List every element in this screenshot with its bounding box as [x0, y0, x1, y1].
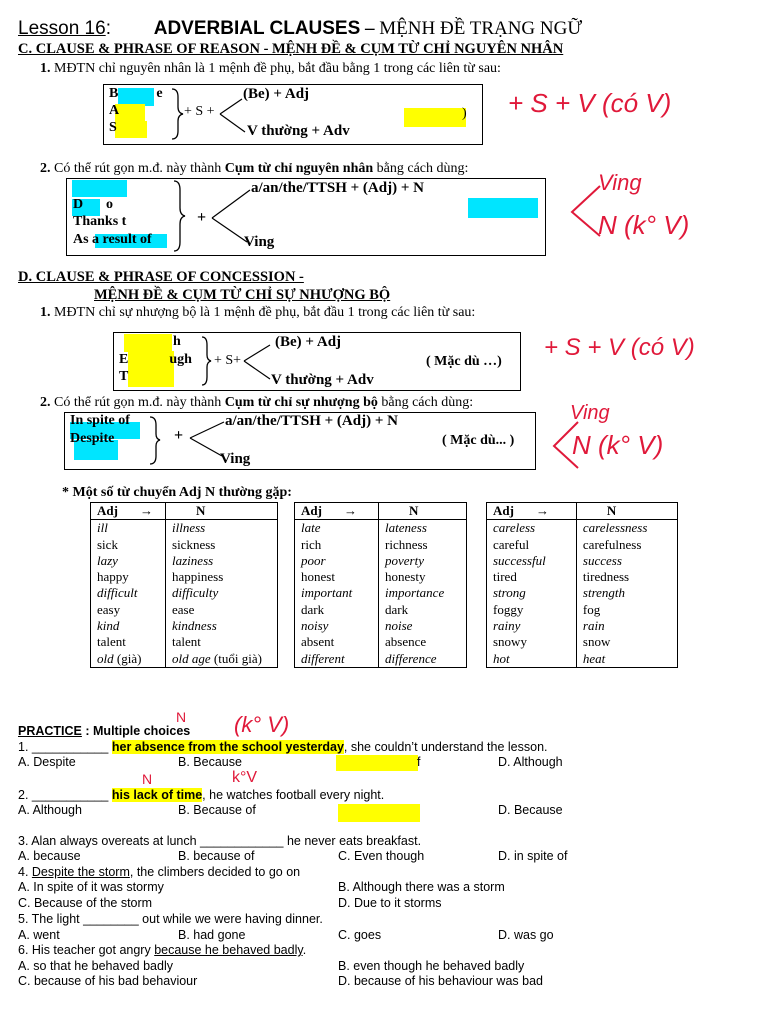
option-a[interactable]: A. so that he behaved badly: [18, 959, 173, 973]
conj-text: ugh: [169, 352, 192, 367]
noun-word: snow: [582, 634, 611, 650]
noun-word: absence: [385, 634, 427, 650]
noun-cell: [379, 585, 467, 601]
noun-word: lateness: [385, 520, 427, 536]
adj-cell: [91, 618, 166, 634]
option-b[interactable]: B. had gone: [178, 928, 246, 942]
adj-word: successful: [493, 552, 546, 568]
handwritten-note: Ving: [598, 170, 642, 195]
adj-word: snowy: [493, 634, 527, 650]
question-5: 5. The light ________ out while we were having dinner.: [18, 912, 323, 926]
header-adj: [487, 503, 577, 520]
item-text: Có thể rút gọn m.đ. này thành: [54, 161, 225, 176]
table-row: [91, 618, 278, 634]
noun-cell: [379, 651, 467, 668]
header-adj-label: Adj: [97, 503, 118, 518]
adj-cell: [91, 602, 166, 618]
table-row: [295, 651, 467, 668]
table-row: [487, 634, 678, 650]
noun-word: richness: [385, 536, 428, 552]
adj-word: happy: [97, 569, 129, 585]
highlight-cover: [128, 369, 174, 387]
table-row: [487, 618, 678, 634]
handwritten-note: N (k° V): [572, 430, 664, 460]
option-c[interactable]: C. because of his bad behaviour: [18, 974, 198, 988]
option-d[interactable]: D. Although: [498, 755, 563, 769]
q-highlight: his lack of time: [111, 788, 203, 802]
item-number: 2.: [40, 161, 51, 176]
item-number: 1.: [40, 305, 51, 320]
arrow-icon: →: [343, 503, 357, 518]
brace-branch-icon: [170, 85, 250, 143]
adj-cell: [91, 585, 166, 601]
conj-2: A: [109, 103, 120, 118]
formula-ving: Ving: [244, 234, 275, 250]
option-c[interactable]: C. Because of the storm: [18, 896, 153, 910]
adj-cell: [487, 634, 577, 650]
adj-word: tired: [493, 569, 517, 585]
q-blank: ___________: [31, 788, 112, 802]
item-number: 2.: [40, 395, 51, 410]
noun-cell: [166, 634, 278, 650]
item-text-bold: Cụm từ chỉ nguyên nhân: [224, 161, 374, 176]
adj-cell: [487, 585, 577, 601]
q-text: , he watches football every night.: [202, 788, 385, 802]
noun-cell: [576, 537, 677, 553]
table-row: [295, 569, 467, 585]
adj-cell: [295, 602, 379, 618]
noun-cell: [166, 651, 278, 668]
noun-word: carelessness: [582, 520, 648, 536]
lesson-number: Lesson 16: [18, 18, 106, 39]
adj-word: old: [97, 650, 114, 666]
adj-word: noisy: [301, 618, 329, 634]
noun-cell: [379, 634, 467, 650]
adj-cell: [487, 520, 577, 537]
title-colon: :: [105, 18, 111, 39]
header-n-label: N: [606, 503, 617, 518]
noun-word: tiredness: [582, 569, 630, 585]
item-text: MĐTN chỉ sự nhượng bộ là 1 mệnh đề phụ, bắt đầu 1 trong các liên từ sau:: [54, 305, 476, 320]
table-row: [91, 602, 278, 618]
adj-word: different: [301, 650, 345, 666]
phrase-3: As a result of: [73, 232, 152, 247]
q-num: 2.: [18, 788, 32, 802]
question-6: [18, 943, 306, 957]
handwritten-note: N (k° V): [598, 210, 690, 240]
noun-cell: [166, 602, 278, 618]
noun-word: difficulty: [172, 585, 219, 601]
table-row: [295, 537, 467, 553]
noun-word: importance: [385, 585, 445, 601]
highlight-cover: [404, 108, 466, 127]
option-b[interactable]: B. Although there was a storm: [338, 880, 505, 894]
adj-cell: [295, 569, 379, 585]
adj-cell: [91, 651, 166, 668]
adj-word: rich: [301, 536, 322, 552]
adj-word: foggy: [493, 601, 524, 617]
table-row: [91, 634, 278, 650]
practice-label: PRACTICE: [18, 724, 82, 738]
adj-word: hot: [493, 650, 510, 666]
section-c-heading: C. CLAUSE & PHRASE OF REASON - MỆNH ĐỀ & CỤM TỪ CHỈ NGUYÊN NHÂN: [18, 41, 564, 57]
adj-cell: [295, 520, 379, 537]
adj-word: lazy: [97, 552, 118, 568]
adj-word: poor: [301, 552, 326, 568]
adj-cell: [487, 651, 577, 668]
header-n: [379, 503, 467, 520]
handwritten-note: N: [142, 771, 153, 787]
conj-text: e: [156, 86, 163, 101]
noun-cell: [166, 553, 278, 569]
option-d[interactable]: D. Because: [498, 803, 563, 817]
conj-text: E: [119, 352, 129, 367]
conj-1: [109, 86, 163, 102]
formula-plus: +: [174, 427, 184, 444]
option-d[interactable]: D. because of his behaviour was bad: [338, 974, 543, 988]
noun-cell: [166, 618, 278, 634]
option-a[interactable]: A. went: [18, 928, 60, 942]
formula-plus-s: + S +: [184, 104, 215, 119]
phrase-1: D: [73, 197, 84, 212]
formula-noun: a/an/the/TTSH + (Adj) + N: [225, 413, 398, 429]
question-2: [18, 788, 384, 802]
handwritten-note: + S + V (có V): [508, 88, 672, 118]
adj-cell: [91, 569, 166, 585]
noun-note: (tuổi già): [210, 650, 262, 666]
meaning-label: ( Mặc dù... ): [442, 433, 515, 448]
table-row: [487, 651, 678, 668]
table-header-row: [91, 503, 278, 520]
noun-cell: [166, 520, 278, 537]
noun-cell: [576, 569, 677, 585]
formula-plus-s: + S+: [214, 353, 242, 368]
conj-2: [119, 352, 192, 368]
noun-cell: [576, 553, 677, 569]
adj-word: kind: [97, 618, 120, 634]
header-adj: [91, 503, 166, 520]
title-dash: –: [360, 18, 380, 39]
noun-word: kindness: [172, 618, 217, 634]
phrase-2: Thanks t: [73, 214, 127, 229]
option-c[interactable]: f: [417, 755, 421, 769]
header-adj-label: Adj: [301, 503, 322, 518]
noun-word: noise: [385, 618, 413, 634]
adj-cell: [487, 602, 577, 618]
noun-cell: [576, 520, 677, 537]
item-text: MĐTN chỉ nguyên nhân là 1 mệnh đề phụ, bắt đầu bằng 1 trong các liên từ sau:: [54, 61, 501, 76]
item-text-bold: Cụm từ chỉ sự nhượng bộ: [224, 395, 378, 410]
conj-3: T: [119, 369, 129, 384]
noun-word: heat: [582, 650, 606, 666]
option-b[interactable]: B. Because: [178, 755, 242, 769]
handwritten-note: (k° V): [234, 712, 290, 737]
option-a[interactable]: A. In spite of it was stormy: [18, 880, 164, 894]
section-d-item2: [40, 395, 473, 411]
noun-word: happiness: [172, 569, 224, 585]
adj-noun-table-1: [90, 502, 278, 668]
phrase-1: In spite of: [70, 413, 130, 428]
option-c[interactable]: C. Even though: [338, 849, 425, 863]
section-d-heading-2: MỆNH ĐỀ & CỤM TỪ CHỈ SỰ NHƯỢNG BỘ: [94, 287, 391, 303]
noun-cell: [576, 634, 677, 650]
table-header-row: [487, 503, 678, 520]
table-row: [91, 520, 278, 537]
noun-cell: [576, 602, 677, 618]
adj-word: absent: [301, 634, 335, 650]
item-text: bằng cách dùng:: [377, 395, 474, 410]
adj-cell: [91, 537, 166, 553]
adj-word: dark: [301, 601, 325, 617]
noun-word: honesty: [385, 569, 426, 585]
adj-cell: [91, 553, 166, 569]
table-row: [487, 520, 678, 537]
q-underline: because he behaved badly: [154, 943, 303, 957]
adj-word: difficult: [97, 585, 138, 601]
noun-word: old age: [172, 650, 211, 666]
item-number: 1.: [40, 61, 51, 76]
adj-word: honest: [301, 569, 335, 585]
table-row: [487, 585, 678, 601]
adj-noun-table-3: [486, 502, 678, 668]
phrase-2: Despite: [70, 431, 115, 446]
option-a[interactable]: A. Despite: [18, 755, 76, 769]
meaning-label: ( Mặc dù …): [426, 354, 502, 369]
section-d-heading: D. CLAUSE & PHRASE OF CONCESSION -: [18, 269, 304, 285]
noun-cell: [166, 569, 278, 585]
noun-word: difference: [385, 650, 437, 666]
noun-word: dark: [385, 601, 409, 617]
adj-word: careful: [493, 536, 530, 552]
q-text: 6. His teacher got angry: [18, 943, 155, 957]
table-row: [295, 634, 467, 650]
item-text: bằng cách dùng:: [373, 161, 469, 176]
noun-cell: [576, 651, 677, 668]
option-b[interactable]: B. because of: [178, 849, 255, 863]
table-row: [487, 553, 678, 569]
title-main: ADVERBIAL CLAUSES: [153, 18, 361, 39]
highlight-cover: [124, 334, 172, 352]
adj-note: (già): [113, 650, 142, 666]
noun-cell: [576, 585, 677, 601]
practice-title: [18, 724, 190, 738]
q-underline: Despite the storm: [31, 865, 130, 879]
brace-branch-icon: [172, 178, 252, 254]
adj-cell: [487, 553, 577, 569]
noun-cell: [379, 569, 467, 585]
adj-cell: [295, 618, 379, 634]
adj-noun-heading: * Một số từ chuyển Adj N thường gặp:: [62, 485, 292, 500]
page-title: [18, 18, 582, 40]
noun-word: success: [582, 552, 622, 568]
adj-cell: [91, 520, 166, 537]
q-highlight: her absence from the school yesterday: [111, 740, 344, 754]
noun-cell: [166, 585, 278, 601]
item-text: Có thể rút gọn m.đ. này thành: [54, 395, 225, 410]
table-row: [295, 585, 467, 601]
option-c[interactable]: C. goes: [338, 928, 382, 942]
noun-cell: [379, 553, 467, 569]
table-header-row: [295, 503, 467, 520]
q-num: 4.: [18, 865, 32, 879]
practice-sep: :: [81, 724, 94, 738]
noun-word: strength: [582, 585, 626, 601]
option-d[interactable]: D. was go: [498, 928, 554, 942]
option-a[interactable]: A. Although: [18, 803, 82, 817]
section-c-item1: [40, 61, 501, 77]
adj-word: strong: [493, 585, 526, 601]
formula-verb-adv: V thường + Adv: [247, 123, 350, 139]
formula-ving: Ving: [220, 451, 251, 467]
adj-word: rainy: [493, 618, 521, 634]
adj-cell: [295, 553, 379, 569]
noun-word: laziness: [172, 552, 214, 568]
handwritten-note: Ving: [570, 402, 610, 424]
section-c-item2: [40, 161, 468, 177]
table-row: [487, 602, 678, 618]
box-close-paren: ): [462, 106, 467, 121]
practice-subtitle: Multiple choices: [93, 724, 191, 738]
table-row: [295, 520, 467, 537]
formula-verb-adv: V thường + Adv: [271, 372, 374, 388]
noun-cell: [379, 618, 467, 634]
adj-cell: [487, 618, 577, 634]
adj-cell: [487, 537, 577, 553]
question-4: [18, 865, 300, 879]
header-n-label: N: [196, 503, 206, 518]
header-adj-label: Adj: [493, 503, 514, 518]
title-vn: MỆNH ĐỀ TRẠNG NGỮ: [379, 18, 583, 39]
adj-cell: [295, 634, 379, 650]
handwritten-note: k°V: [232, 769, 258, 786]
adj-word: late: [301, 520, 321, 536]
highlight-cover: [468, 198, 538, 218]
adj-word: ill: [97, 520, 108, 536]
noun-cell: [379, 520, 467, 537]
table-row: [295, 618, 467, 634]
table-row: [91, 553, 278, 569]
adj-cell: [295, 585, 379, 601]
header-n: [166, 503, 278, 520]
noun-word: rain: [582, 618, 605, 634]
section-d-item1: [40, 305, 475, 321]
conj-3: S: [109, 120, 117, 135]
table-row: [91, 651, 278, 668]
option-d[interactable]: D. in spite of: [498, 849, 568, 863]
noun-word: ease: [172, 601, 195, 617]
option-d[interactable]: D. Due to it storms: [338, 896, 442, 910]
adj-word: important: [301, 585, 353, 601]
highlight-cover: [115, 104, 145, 121]
adj-word: sick: [97, 536, 118, 552]
phrase-1b: o: [106, 197, 113, 212]
highlight-cover: [336, 755, 421, 771]
table-row: [295, 602, 467, 618]
header-n: [576, 503, 677, 520]
brace-branch-icon: [200, 334, 276, 388]
table-row: [91, 569, 278, 585]
highlight-cover: [72, 180, 127, 197]
noun-cell: [379, 537, 467, 553]
formula-be-adj: (Be) + Adj: [275, 334, 342, 350]
noun-word: illness: [172, 520, 206, 536]
noun-cell: [379, 602, 467, 618]
noun-cell: [166, 537, 278, 553]
q-text: , she couldn’t understand the lesson.: [343, 740, 548, 754]
formula-plus: +: [197, 209, 207, 226]
adj-cell: [487, 569, 577, 585]
conj-1: h: [173, 334, 181, 349]
adj-noun-table-2: [294, 502, 467, 668]
option-a[interactable]: A. because: [18, 849, 81, 863]
option-b[interactable]: B. Because of: [178, 803, 256, 817]
arrow-icon: →: [139, 503, 153, 518]
noun-word: poverty: [385, 552, 424, 568]
handwritten-note: + S + V (có V): [544, 334, 695, 361]
table-row: [487, 537, 678, 553]
noun-word: carefulness: [582, 536, 642, 552]
adj-word: talent: [97, 634, 126, 650]
header-n-label: N: [409, 503, 419, 518]
q-text: .: [302, 943, 307, 957]
highlight-cover: [338, 804, 420, 822]
adj-word: easy: [97, 601, 121, 617]
question-1: [18, 740, 548, 754]
arrow-icon: →: [535, 503, 549, 518]
formula-be-adj: (Be) + Adj: [243, 86, 310, 102]
handwritten-note: N: [176, 709, 187, 725]
noun-cell: [576, 618, 677, 634]
highlight-cover: [115, 121, 147, 138]
adj-cell: [295, 651, 379, 668]
table-row: [91, 585, 278, 601]
table-row: [295, 553, 467, 569]
brace-branch-icon: [148, 414, 230, 468]
q-text: , the climbers decided to go on: [129, 865, 301, 879]
table-row: [487, 569, 678, 585]
noun-word: sickness: [172, 536, 216, 552]
q-num: 1.: [18, 740, 32, 754]
adj-word: careless: [493, 520, 536, 536]
table-row: [91, 537, 278, 553]
option-b[interactable]: B. even though he behaved badly: [338, 959, 525, 973]
q-blank: ___________: [31, 740, 112, 754]
conj-text: B: [109, 86, 119, 101]
noun-word: talent: [172, 634, 201, 650]
question-3: 3. Alan always overeats at lunch ____________ he never eats breakfast.: [18, 834, 422, 848]
noun-word: fog: [582, 601, 601, 617]
formula-noun: a/an/the/TTSH + (Adj) + N: [251, 180, 424, 196]
adj-cell: [91, 634, 166, 650]
adj-cell: [295, 537, 379, 553]
header-adj: [295, 503, 379, 520]
